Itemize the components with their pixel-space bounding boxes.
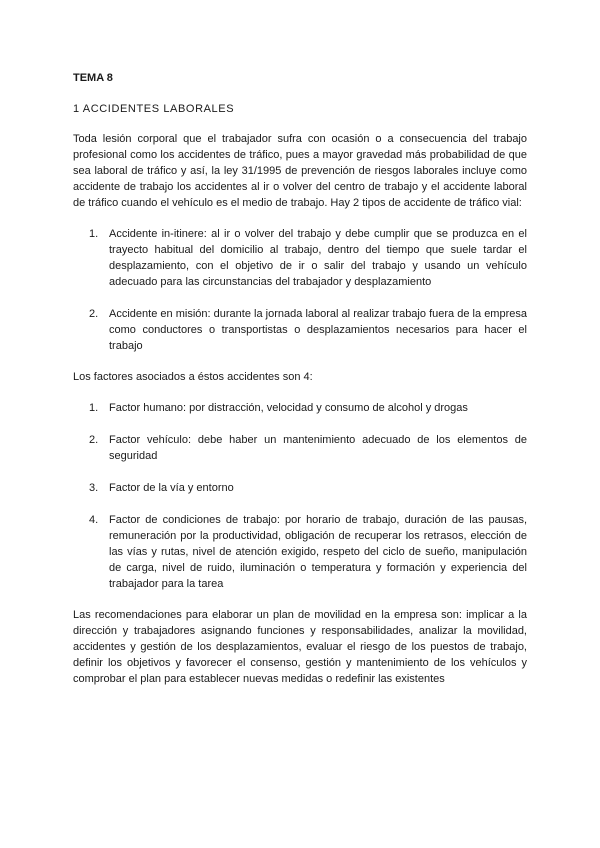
list-item-text: Factor vehículo: debe haber un mantenimiento adecuado de los elementos de seguridad	[109, 434, 527, 462]
list-item	[73, 480, 527, 496]
section-heading: 1 ACCIDENTES LABORALES	[73, 103, 235, 115]
list-item-number: 1.	[89, 402, 99, 414]
intro-paragraph: Toda lesión corporal que el trabajador sufra con ocasión o a consecuencia del trabajo profesional como los accidentes de tráfico, pues a mayor gravedad más probabilidad de que sea laboral de tráfico y así, la ley 31/1995 de prevención de riesgos laborales incluye como accidente de trabajo los accidentes al ir o volver del centro de trabajo y el accidente laboral de tráfico cuando el vehículo es el medio de trabajo. Hay 2 tipos de accidente de tráfico vial:	[73, 133, 527, 209]
list-item-text: Accidente in-itinere: al ir o volver del trabajo y debe cumplir que se produzca en el trayecto habitual del domicilio al trabajo, dentro del tiempo que suele tardar el desplazamiento, con el objetivo de ir o salir del trabajo y usando un vehículo adecuado para las circunstancias del trabajador y desplazamiento	[109, 228, 527, 288]
list-item	[73, 432, 527, 464]
factors-list	[73, 400, 527, 592]
list-item-number: 1.	[89, 228, 99, 240]
list-item-number: 4.	[89, 514, 99, 526]
recommendations-paragraph: Las recomendaciones para elaborar un plan de movilidad en la empresa son: implicar a la dirección y trabajadores asignando funciones y responsabilidades, analizar la movilidad, accidentes y gestión de los desplazamientos, evaluar el riesgo de los puestos de trabajo, definir los objetivos y favorecer el consenso, gestión y mantenimiento de los vehículos y comprobar el plan para establecer nuevas medidas o redefinir las existentes	[73, 609, 527, 685]
document-title: TEMA 8	[73, 72, 113, 84]
list-item-number: 3.	[89, 482, 99, 494]
accident-types-list	[73, 226, 527, 354]
list-item	[73, 512, 527, 592]
list-item-number: 2.	[89, 434, 99, 446]
list-item	[73, 306, 527, 354]
list-item-text: Factor de condiciones de trabajo: por horario de trabajo, duración de las pausas, remuneración por la productividad, obligación de recuperar los retrasos, elección de las vías y rutas, nivel de atención exigido, respeto del ciclo de sueño, manipulación de carga, nivel de ruido, iluminación o temperatura y formación y experiencia del trabajador para la tarea	[109, 514, 527, 590]
document-page	[73, 70, 527, 702]
list-item-number: 2.	[89, 308, 99, 320]
list-item-text: Factor de la vía y entorno	[109, 482, 234, 494]
list-item-text: Accidente en misión: durante la jornada laboral al realizar trabajo fuera de la empresa como conductores o transportistas o desplazamientos necesarios para hacer el trabajo	[109, 308, 527, 352]
list-item-text: Factor humano: por distracción, velocidad y consumo de alcohol y drogas	[109, 402, 468, 414]
factors-intro: Los factores asociados a éstos accidentes son 4:	[73, 371, 313, 383]
list-item	[73, 400, 527, 416]
list-item	[73, 226, 527, 290]
